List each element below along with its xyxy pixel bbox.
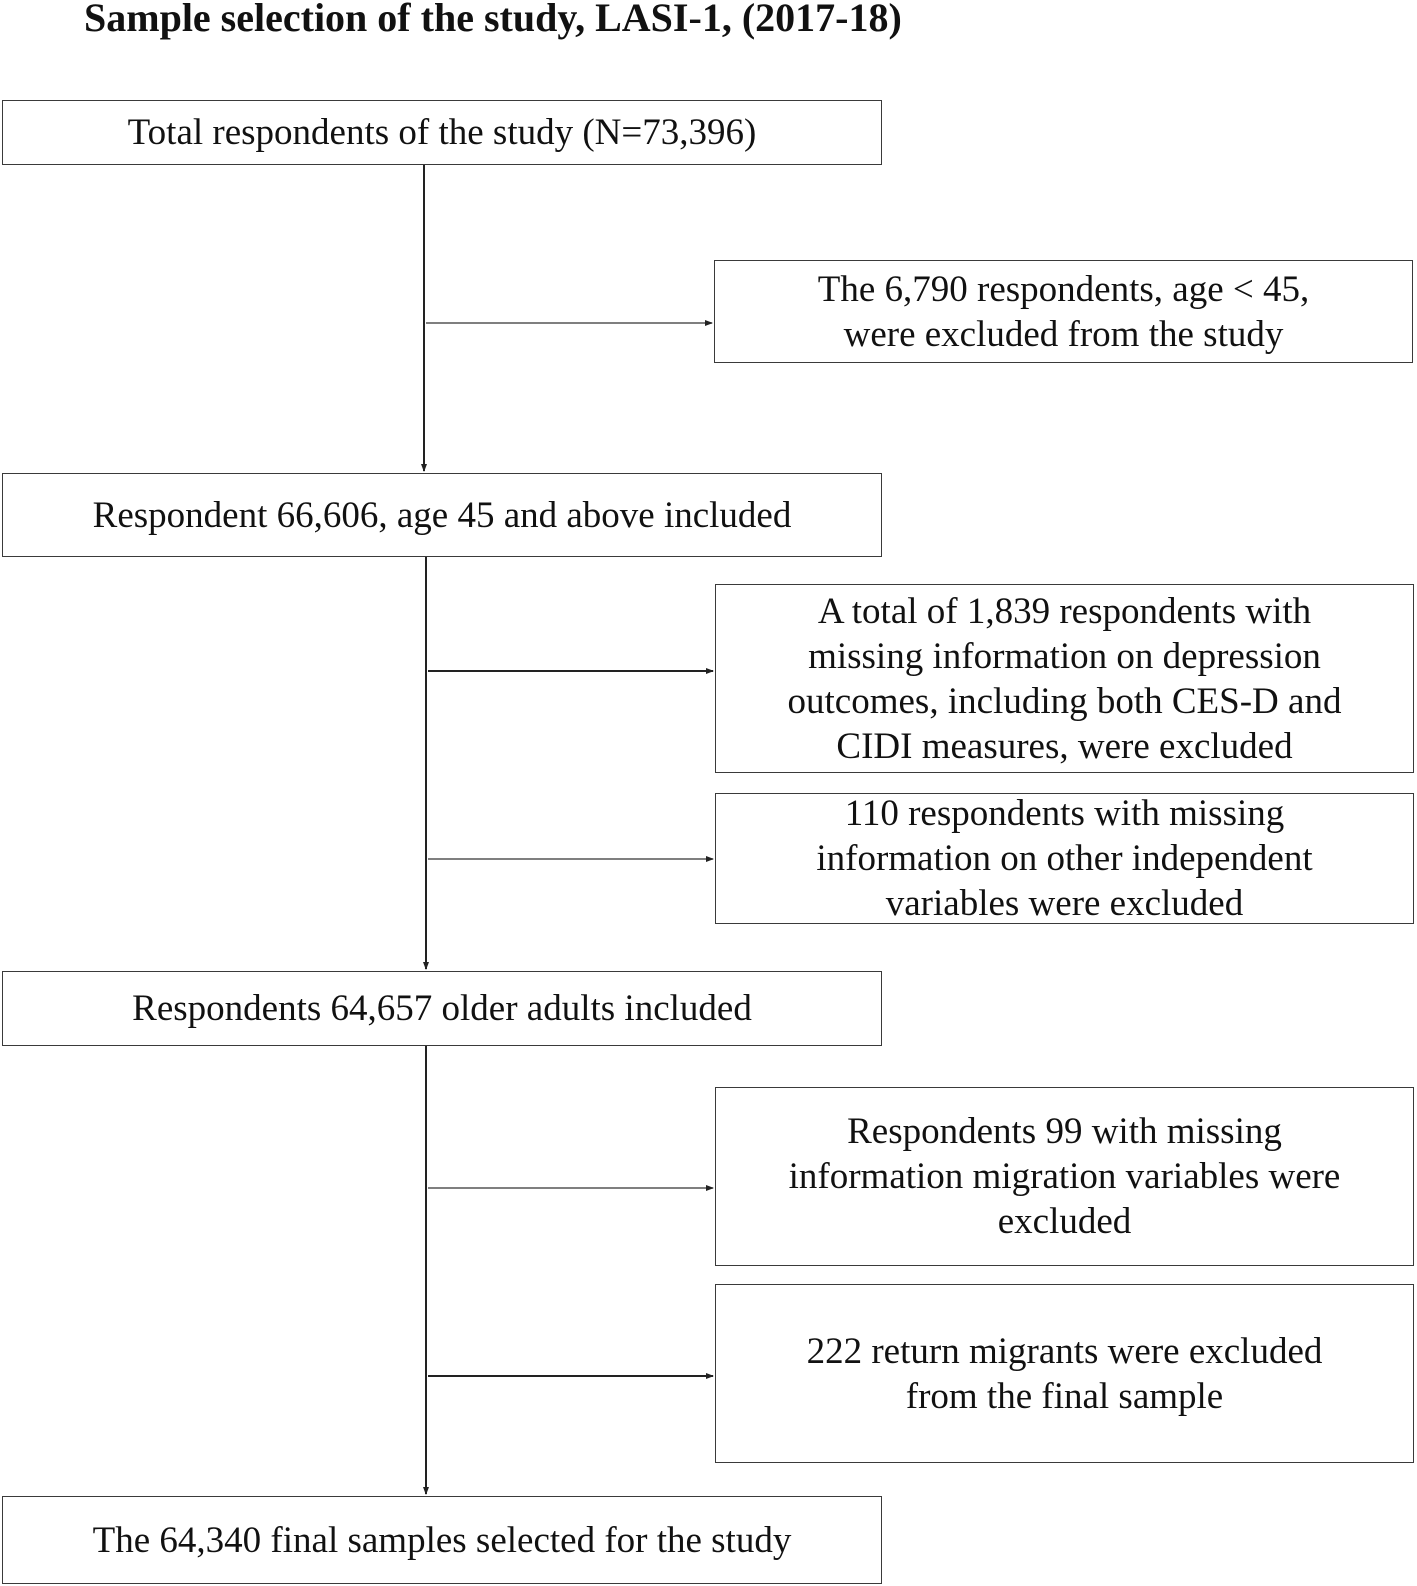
migration-exclusion-box bbox=[715, 1087, 1414, 1266]
migration-exclusion-line: Respondents 99 with missing bbox=[847, 1111, 1282, 1152]
return-migrants-exclusion-box bbox=[715, 1284, 1414, 1463]
migration-exclusion-line: excluded bbox=[997, 1201, 1132, 1242]
depression-exclusion-line: CIDI measures, were excluded bbox=[836, 725, 1293, 767]
depression-exclusion-box bbox=[715, 584, 1414, 773]
depression-exclusion-line: outcomes, including both CES-D and bbox=[787, 680, 1342, 722]
age-exclusion-line: were excluded from the study bbox=[843, 313, 1284, 355]
age-exclusion-line: The 6,790 respondents, age < 45, bbox=[817, 268, 1310, 310]
included-age45-text: Respondent 66,606, age 45 and above included bbox=[92, 494, 792, 536]
depression-exclusion-line: missing information on depression bbox=[808, 635, 1321, 677]
depression-exclusion-line: A total of 1,839 respondents with bbox=[817, 590, 1312, 632]
return-migrants-exclusion-line: from the final sample bbox=[905, 1375, 1224, 1417]
final-sample-text: The 64,340 final samples selected for the study bbox=[92, 1519, 792, 1561]
migration-exclusion-line: information migration variables were bbox=[788, 1156, 1341, 1197]
total-respondents-text: Total respondents of the study (N=73,396) bbox=[127, 112, 757, 153]
included-age45-box bbox=[2, 473, 882, 557]
older-adults-included-box bbox=[2, 971, 882, 1046]
return-migrants-exclusion-line: 222 return migrants were excluded bbox=[806, 1330, 1323, 1372]
independent-exclusion-line: variables were excluded bbox=[885, 883, 1244, 924]
age-exclusion-box bbox=[714, 260, 1413, 363]
final-sample-box bbox=[2, 1496, 882, 1584]
total-respondents-box bbox=[2, 100, 882, 165]
diagram-title: Sample selection of the study, LASI-1, (2017-18) bbox=[84, 0, 902, 40]
independent-variables-exclusion-box bbox=[715, 793, 1414, 924]
independent-exclusion-line: 110 respondents with missing bbox=[844, 793, 1285, 834]
independent-exclusion-line: information on other independent bbox=[816, 838, 1313, 879]
older-adults-included-text: Respondents 64,657 older adults included bbox=[132, 988, 752, 1029]
